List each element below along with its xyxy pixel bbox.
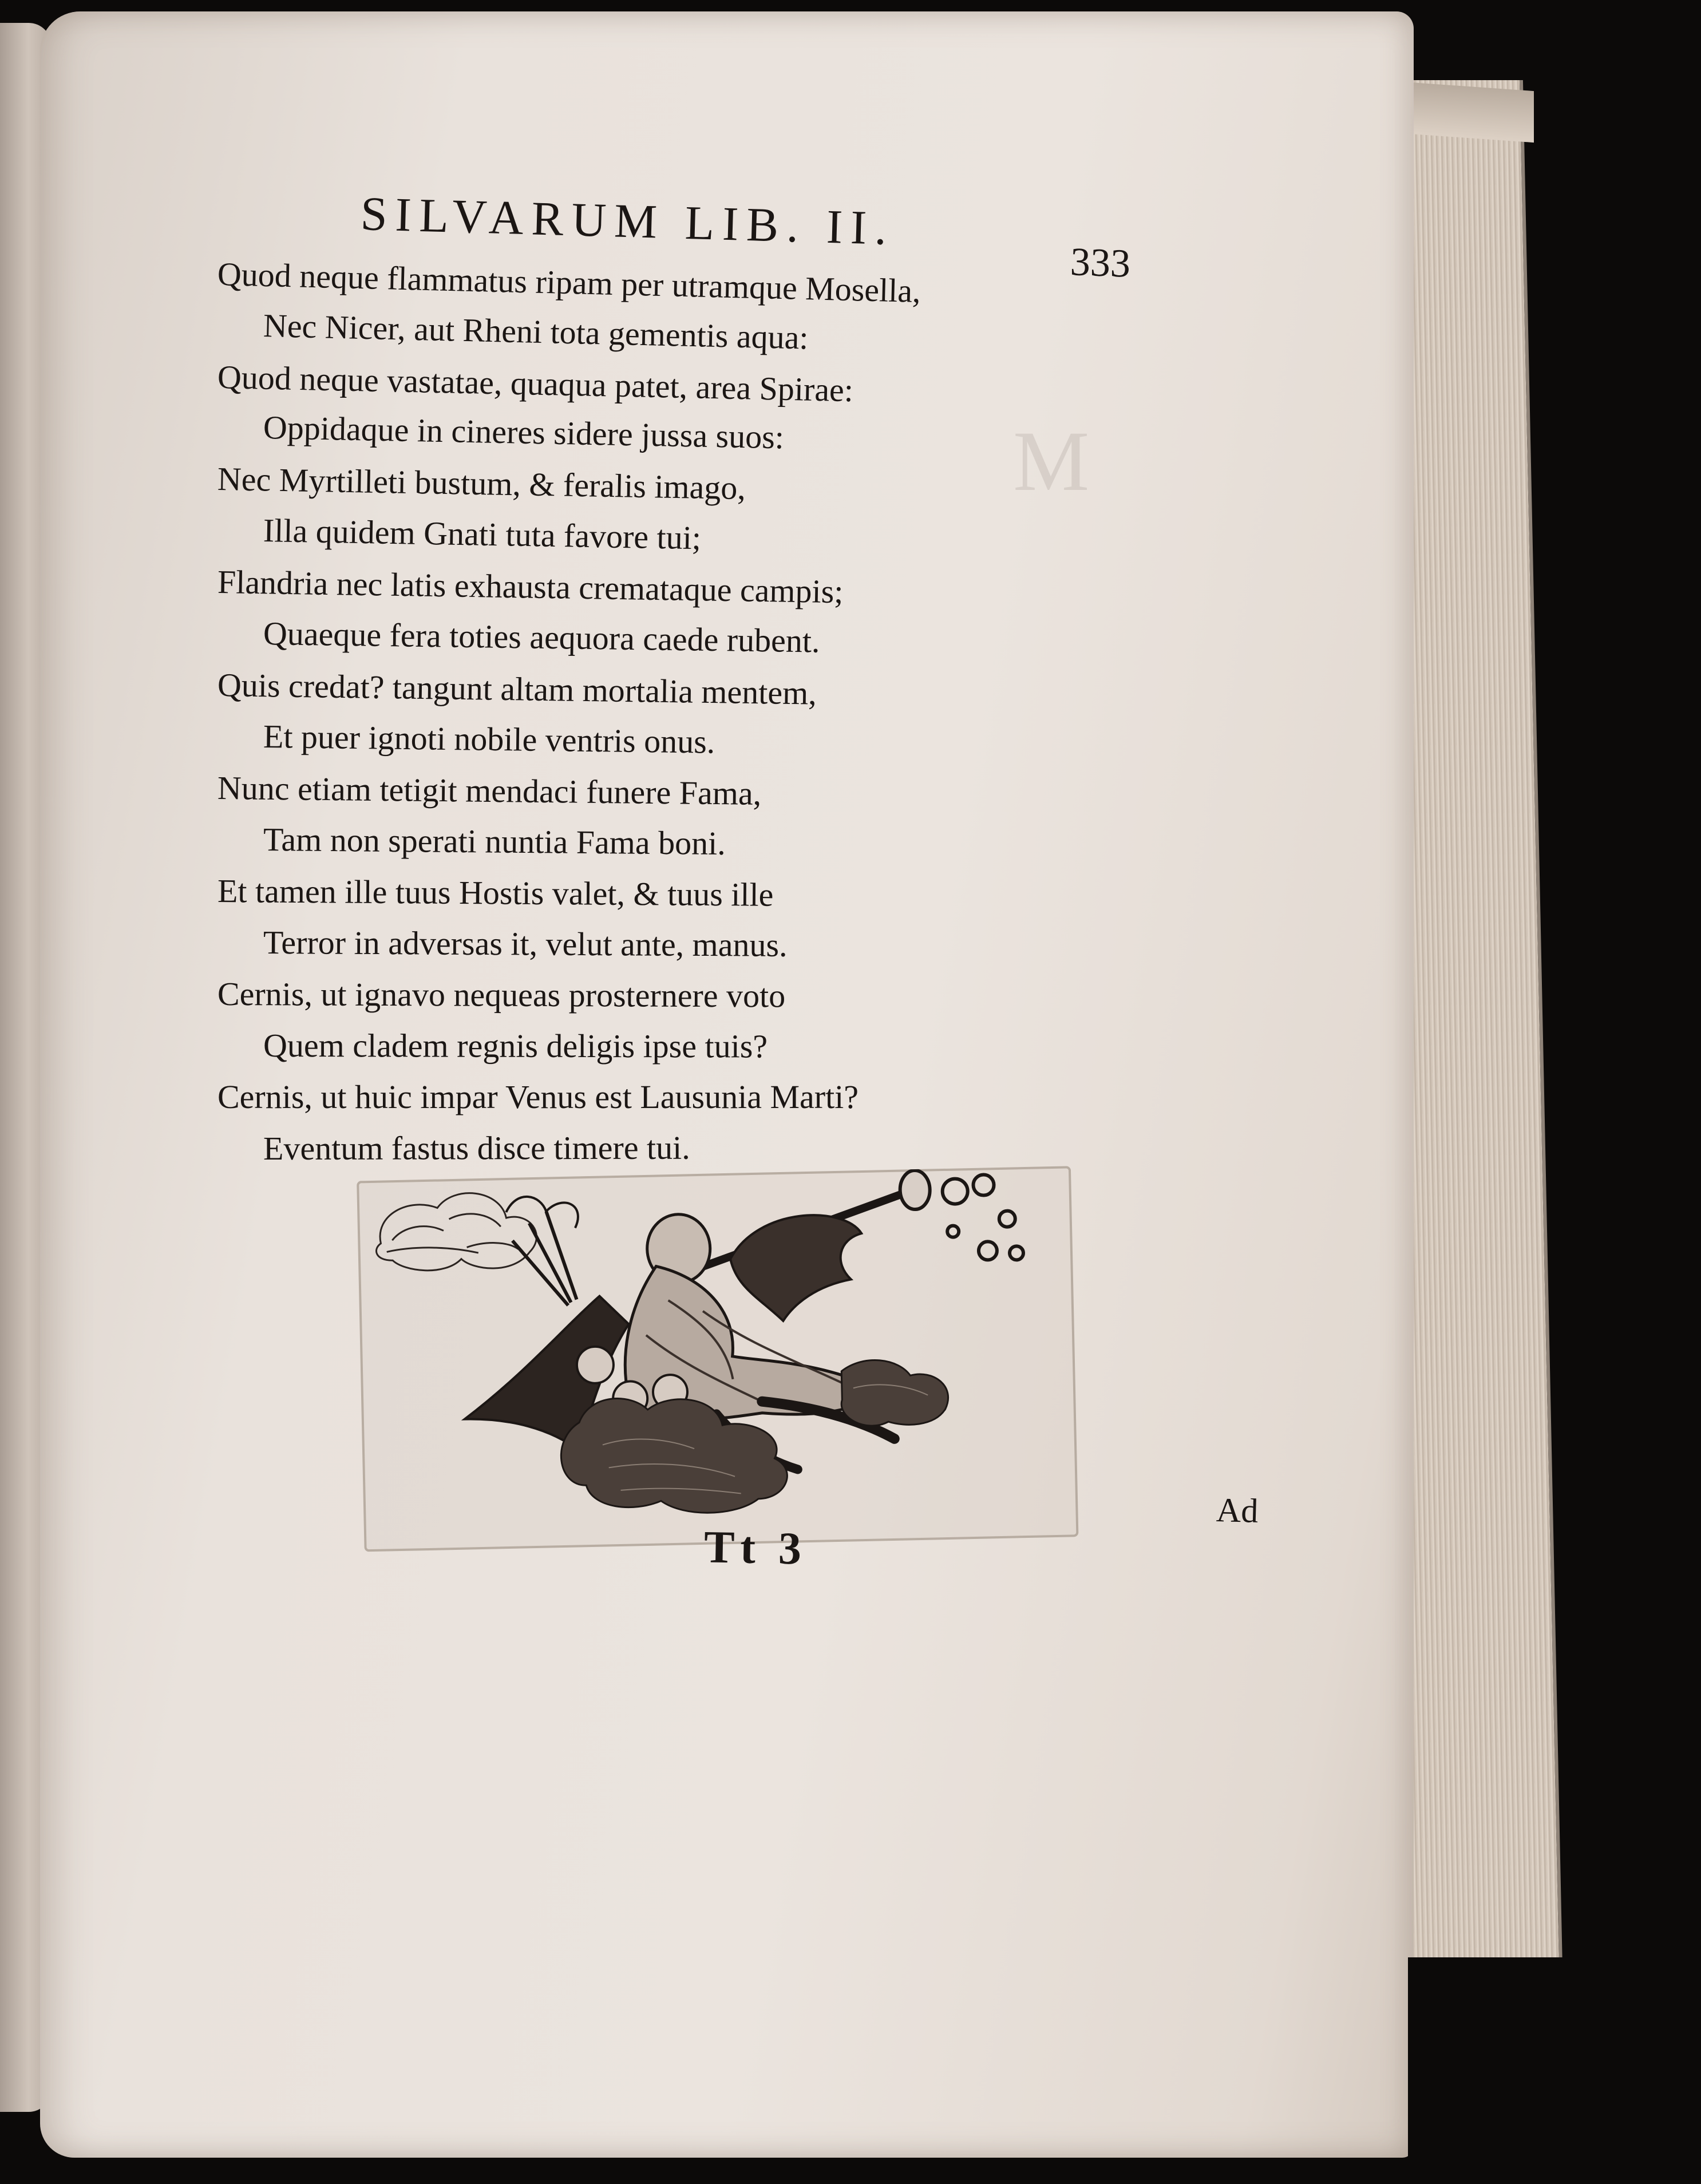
- catchword: Ad: [1216, 1491, 1259, 1530]
- book-page: [40, 11, 1414, 2158]
- verse-line: Et puer ignoti nobile ventris onus.: [263, 718, 715, 761]
- verse-line: Quod neque vastatae, quaqua patet, area Spirae:: [217, 358, 854, 409]
- verse-line: Illa quidem Gnati tuta favore tui;: [263, 512, 702, 557]
- verse-line: Eventum fastus disce timere tui.: [263, 1129, 690, 1167]
- verse-line: Quis credat? tangunt altam mortalia mentem,: [217, 666, 817, 712]
- verse-line: Nunc etiam tetigit mendaci funere Fama,: [217, 769, 762, 812]
- bleed-through-initial: M: [1013, 414, 1090, 509]
- fame-trumpet-angel-engraving-icon: [357, 1166, 1074, 1548]
- verse-line: Et tamen ille tuus Hostis valet, & tuus ille: [217, 872, 774, 913]
- verse-line: Tam non sperati nuntia Fama boni.: [263, 821, 726, 862]
- page-number: 333: [1069, 240, 1132, 286]
- verse-line: Flandria nec latis exhausta cremataque campis;: [217, 563, 844, 611]
- tailpiece-vignette: [357, 1166, 1097, 1565]
- verse-line: Terror in adversas it, velut ante, manus.: [263, 924, 788, 964]
- verse-line: Nec Nicer, aut Rheni tota gementis aqua:: [263, 307, 809, 357]
- verse-line: Quod neque flammatus ripam per utramque Mosella,: [217, 255, 921, 310]
- running-head: SILVARUM LIB. II.: [359, 187, 896, 256]
- verse-line: Nec Myrtilleti bustum, & feralis imago,: [217, 460, 746, 507]
- signature-mark: Tt 3: [703, 1522, 808, 1574]
- verse-line: Quaeque fera toties aequora caede rubent.: [263, 615, 820, 660]
- verse-line: Cernis, ut ignavo nequeas prosternere voto: [217, 975, 786, 1015]
- dark-background-corner: [1408, 1957, 1701, 2184]
- verse-line: Oppidaque in cineres sidere jussa suos:: [263, 409, 785, 456]
- verse-line: Cernis, ut huic impar Venus est Lausunia Marti?: [217, 1078, 859, 1115]
- verse-line: Quem cladem regnis deligis ipse tuis?: [263, 1027, 768, 1065]
